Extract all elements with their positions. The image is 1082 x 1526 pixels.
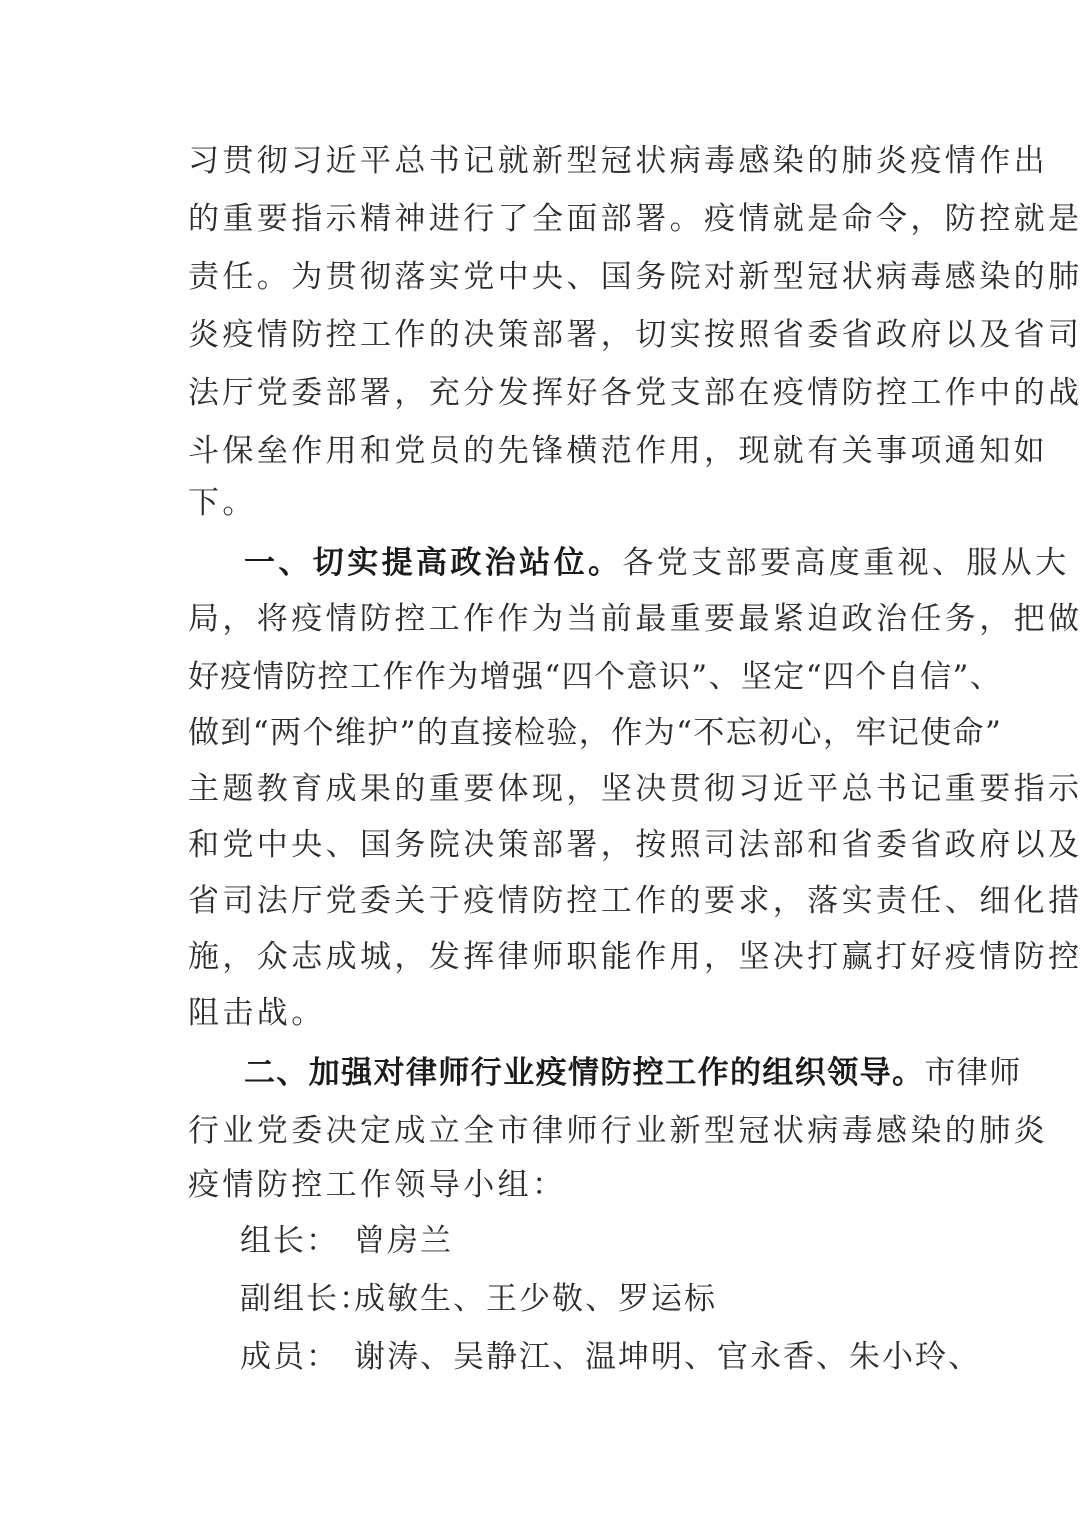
member-row-leader [240,1216,453,1266]
member-row-members [240,1332,981,1382]
section1-line: 主题教育成果的重要体现，坚决贯彻习近平总书记重要指示 [188,771,1082,807]
member-row-deputy [240,1274,717,1324]
section1-line: 做到“两个维护”的直接检验，作为“不忘初心，牢记使命” [188,715,1003,751]
intro-line: 的重要指示精神进行了全面部署。疫情就是命令，防控就是 [188,201,1082,237]
member-role: 副组长： [240,1281,372,1317]
intro-line: 法厅党委部署，充分发挥好各党支部在疫情防控工作中的战 [188,375,1082,411]
section1-line: 和党中央、国务院决策部署，按照司法部和省委省政府以及 [188,827,1082,863]
section1-line: 省司法厅党委关于疫情防控工作的要求，落实责任、细化措 [188,883,1082,919]
section1-first-line [244,538,1070,588]
intro-line: 责任。为贯彻落实党中央、国务院对新型冠状病毒感染的肺 [188,259,1082,295]
section2-first-line [244,1048,1022,1098]
section1-line: 阻击战。 [188,995,326,1031]
intro-line: 斗保垒作用和党员的先锋横范作用，现就有关事项通知如 [188,433,1048,469]
intro-line: 下。 [188,485,257,521]
intro-line: 习贯彻习近平总书记就新型冠状病毒感染的肺炎疫情作出 [188,143,1048,179]
section2-line: 行业党委决定成立全市律师行业新型冠状病毒感染的肺炎 [188,1113,1048,1149]
member-names: 成敏生、王少敬、罗运标 [354,1281,717,1317]
section1-line: 局，将疫情防控工作作为当前最重要最紧迫政治任务，把做 [188,601,1082,637]
section2-heading: 二、加强对律师行业疫情防控工作的组织领导。 [244,1055,925,1091]
member-names: 谢涛、吴静江、温坤明、官永香、朱小玲、 [354,1339,981,1375]
section2-first-line-rest: 市律师 [924,1055,1022,1091]
member-role: 组长： [240,1223,339,1259]
member-role: 成员： [240,1339,339,1375]
section2-line: 疫情防控工作领导小组： [188,1167,567,1203]
section1-first-line-rest: 各党支部要高度重视、服从大 [622,545,1070,581]
section1-heading: 一、切实提高政治站位。 [244,545,623,581]
section1-line: 好疫情防控工作作为增强“四个意识”、坚定“四个自信”、 [188,659,1003,695]
member-names: 曾房兰 [354,1223,453,1259]
section1-line: 施，众志成城，发挥律师职能作用，坚决打赢打好疫情防控 [188,939,1082,975]
intro-line: 炎疫情防控工作的决策部署，切实按照省委省政府以及省司 [188,317,1082,353]
